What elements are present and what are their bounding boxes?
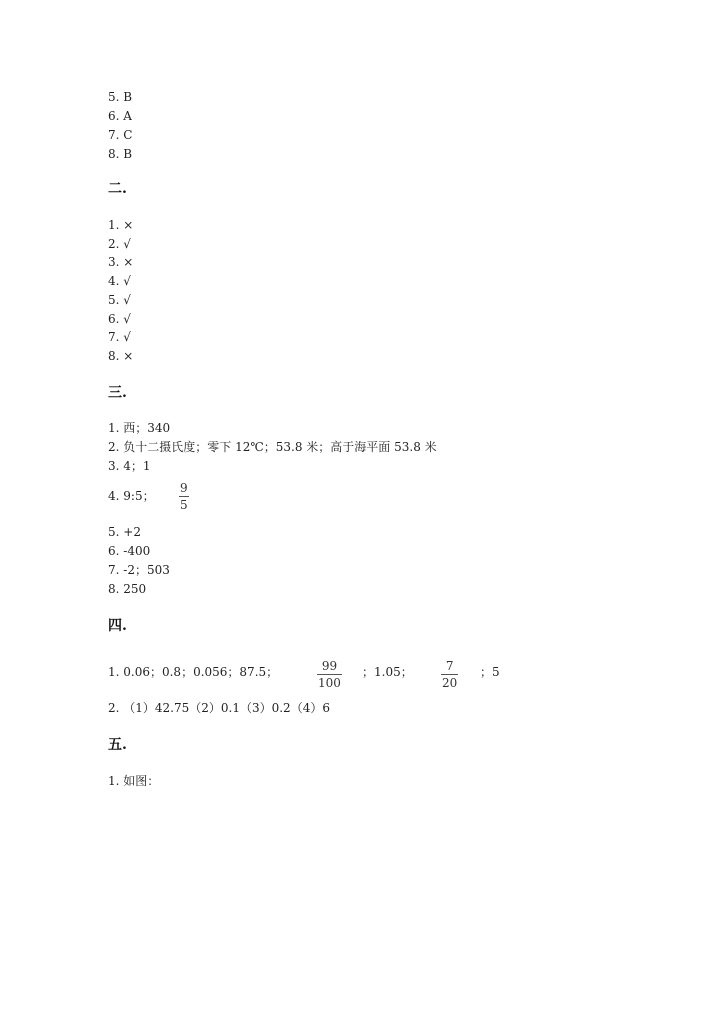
section-3-item-1: 1. 西；340: [108, 421, 171, 435]
section-2-item-7: 7. √: [108, 330, 131, 344]
section-2-item-6: 6. √: [108, 312, 131, 326]
section-3-item-6: 6. -400: [108, 544, 151, 558]
answer-8: 8. B: [108, 147, 133, 161]
fraction-7-20: [441, 659, 458, 690]
fraction-numerator: 99: [321, 659, 338, 673]
fraction-denominator: 20: [442, 676, 458, 690]
section-2-heading: 二.: [108, 181, 127, 197]
section-4-item-1-suffix: ；5: [480, 665, 500, 679]
fraction-denominator: 5: [180, 498, 188, 512]
section-4-item-1-prefix: 1. 0.06；0.8；0.056；87.5；: [108, 665, 279, 679]
section-3-item-2: 2. 负十二摄氏度；零下 12℃；53.8 米；高于海平面 53.8 米: [108, 440, 437, 454]
section-4-item-1-mid: ；1.05；: [362, 665, 413, 679]
section-3-item-8: 8. 250: [108, 582, 147, 596]
fraction-bar: [179, 496, 189, 497]
answer-6: 6. A: [108, 109, 132, 123]
section-4-item-2: 2. （1）42.75（2）0.1（3）0.2（4）6: [108, 701, 330, 715]
answer-5: 5. B: [108, 90, 133, 104]
section-2-item-4: 4. √: [108, 274, 131, 288]
fraction-bar: [441, 674, 458, 675]
section-2-item-3: 3. ×: [108, 255, 134, 269]
fraction-bar: [317, 674, 342, 675]
section-3-item-5: 5. +2: [108, 525, 141, 539]
section-5-heading: 五.: [108, 737, 127, 753]
section-3-item-7: 7. -2；503: [108, 563, 170, 577]
section-2-item-5: 5. √: [108, 293, 131, 307]
section-4-heading: 四.: [108, 618, 127, 634]
fraction-denominator: 100: [318, 676, 341, 690]
fraction-99-100: [317, 659, 342, 690]
section-2-item-2: 2. √: [108, 237, 131, 251]
section-5-item-1: 1. 如图：: [108, 774, 160, 788]
section-3-item-4-prefix: 4. 9:5；: [108, 489, 155, 503]
answer-7: 7. C: [108, 128, 133, 142]
fraction-nine-fifths: [179, 481, 189, 512]
section-2-item-1: 1. ×: [108, 218, 134, 232]
section-3-heading: 三.: [108, 385, 127, 401]
section-3-item-3: 3. 4；1: [108, 459, 151, 473]
section-2-item-8: 8. ×: [108, 349, 134, 363]
fraction-numerator: 9: [180, 481, 188, 495]
fraction-numerator: 7: [445, 659, 454, 673]
